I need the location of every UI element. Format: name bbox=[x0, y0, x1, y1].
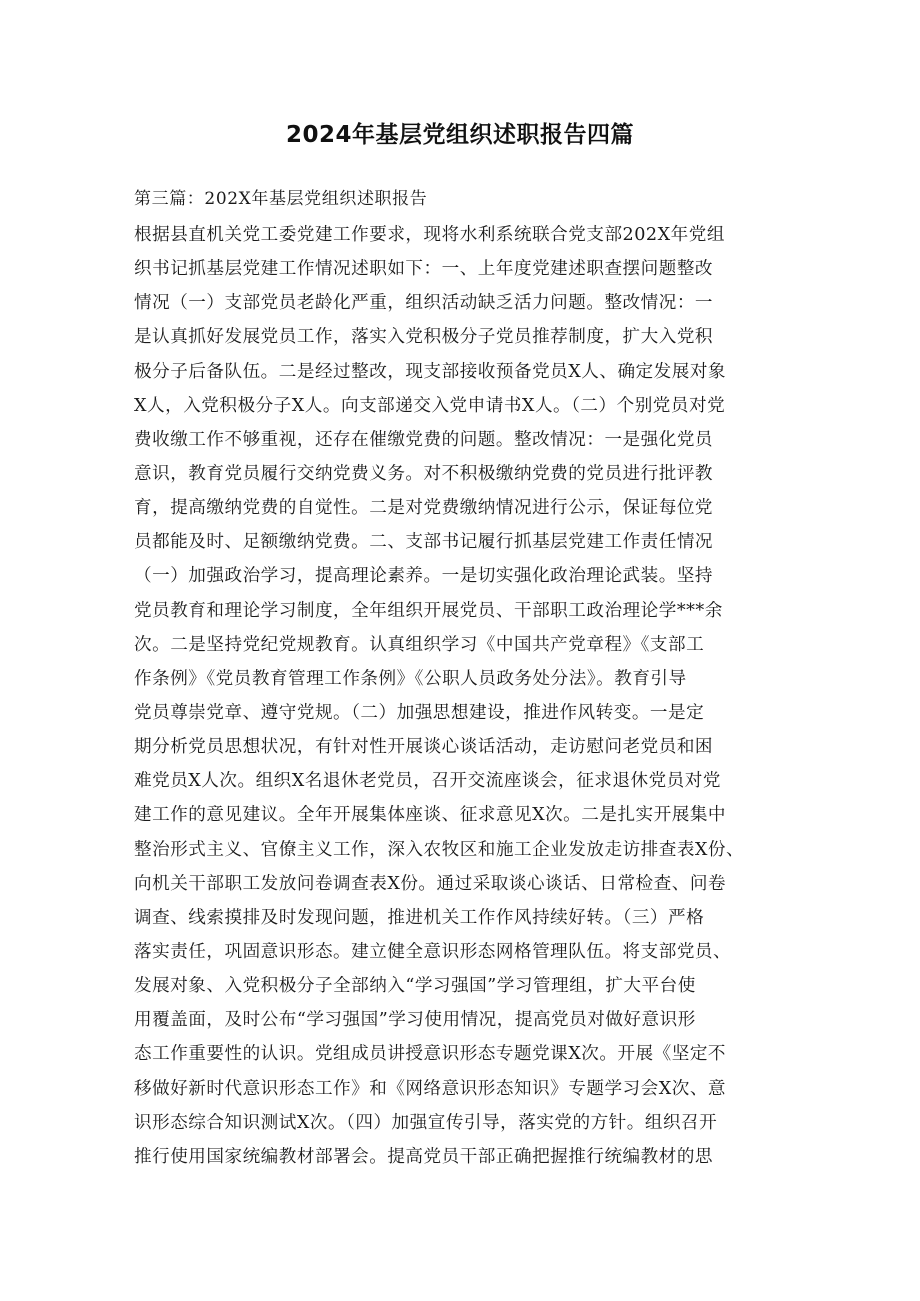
body-line: 发展对象、入党积极分子全部纳入“学习强国”学习管理组，扩大平台使 bbox=[134, 976, 696, 997]
body-line: 意识，教育党员履行交纳党费义务。对不积极缴纳党费的党员进行批评教 bbox=[134, 463, 714, 484]
body-line: 作条例》《党员教育管理工作条例》《公职人员政务处分法》。教育引导 bbox=[134, 668, 687, 689]
body-line: 费收缴工作不够重视，还存在催缴党费的问题。整改情况：一是强化党员 bbox=[134, 429, 714, 450]
body-line: 落实责任，巩固意识形态。建立健全意识形态网格管理队伍。将支部党员、 bbox=[134, 941, 732, 962]
body-line: 用覆盖面，及时公布“学习强国”学习使用情况，提高党员对做好意识形 bbox=[134, 1010, 696, 1031]
body-line: 育，提高缴纳党费的自觉性。二是对党费缴纳情况进行公示，保证每位党 bbox=[134, 498, 714, 519]
body-paragraph bbox=[134, 218, 786, 1174]
body-line: 织书记抓基层党建工作情况述职如下：一、上年度党建述职查摆问题整改 bbox=[134, 259, 714, 280]
body-line: 党员教育和理论学习制度，全年组织开展党员、干部职工政治理论学***余 bbox=[134, 600, 723, 621]
body-line: （一）加强政治学习，提高理论素养。一是切实强化政治理论武装。坚持 bbox=[134, 566, 714, 587]
body-line: 是认真抓好发展党员工作，落实入党积极分子党员推荐制度，扩大入党积 bbox=[134, 327, 714, 348]
section-heading: 第三篇：202X年基层党组织述职报告 bbox=[134, 189, 428, 209]
body-line: 根据县直机关党工委党建工作要求，现将水利系统联合党支部202X年党组 bbox=[134, 225, 725, 245]
body-line: 期分析党员思想状况，有针对性开展谈心谈话活动，走访慰问老党员和困 bbox=[134, 737, 714, 758]
body-line: 调查、线索摸排及时发现问题，推进机关工作作风持续好转。（三）严格 bbox=[134, 907, 705, 928]
body-line: 向机关干部职工发放问卷调查表X份。通过采取谈心谈话、日常检查、问卷 bbox=[134, 873, 727, 894]
body-line: 推行使用国家统编教材部署会。提高党员干部正确把握推行统编教材的思 bbox=[134, 1146, 714, 1167]
body-line: X人，入党积极分子X人。向支部递交入党申请书X人。（二）个别党员对党 bbox=[134, 395, 726, 416]
body-line: 情况（一）支部党员老龄化严重，组织活动缺乏活力问题。整改情况：一 bbox=[134, 293, 714, 314]
body-line: 识形态综合知识测试X次。（四）加强宣传引导，落实党的方针。组织召开 bbox=[134, 1112, 718, 1133]
body-line: 建工作的意见建议。全年开展集体座谈、征求意见X次。二是扎实开展集中 bbox=[134, 805, 727, 826]
body-line: 移做好新时代意识形态工作》和《网络意识形态知识》专题学习会X次、意 bbox=[134, 1078, 727, 1099]
body-line: 党员尊崇党章、遵守党规。（二）加强思想建设，推进作风转变。一是定 bbox=[134, 702, 705, 723]
body-line: 次。二是坚持党纪党规教育。认真组织学习《中国共产党章程》《支部工 bbox=[134, 634, 705, 655]
document-title: 2024年基层党组织述职报告四篇 bbox=[285, 122, 634, 148]
body-line: 员都能及时、足额缴纳党费。二、支部书记履行抓基层党建工作责任情况 bbox=[134, 532, 714, 553]
body-line: 难党员X人次。组织X名退休老党员，召开交流座谈会，征求退休党员对党 bbox=[134, 771, 721, 792]
body-line: 极分子后备队伍。二是经过整改，现支部接收预备党员X人、确定发展对象 bbox=[134, 361, 727, 382]
body-line: 整治形式主义、官僚主义工作，深入农牧区和施工企业发放走访排查表X份、 bbox=[134, 839, 745, 860]
body-line: 态工作重要性的认识。党组成员讲授意识形态专题党课X次。开展《坚定不 bbox=[134, 1044, 727, 1065]
